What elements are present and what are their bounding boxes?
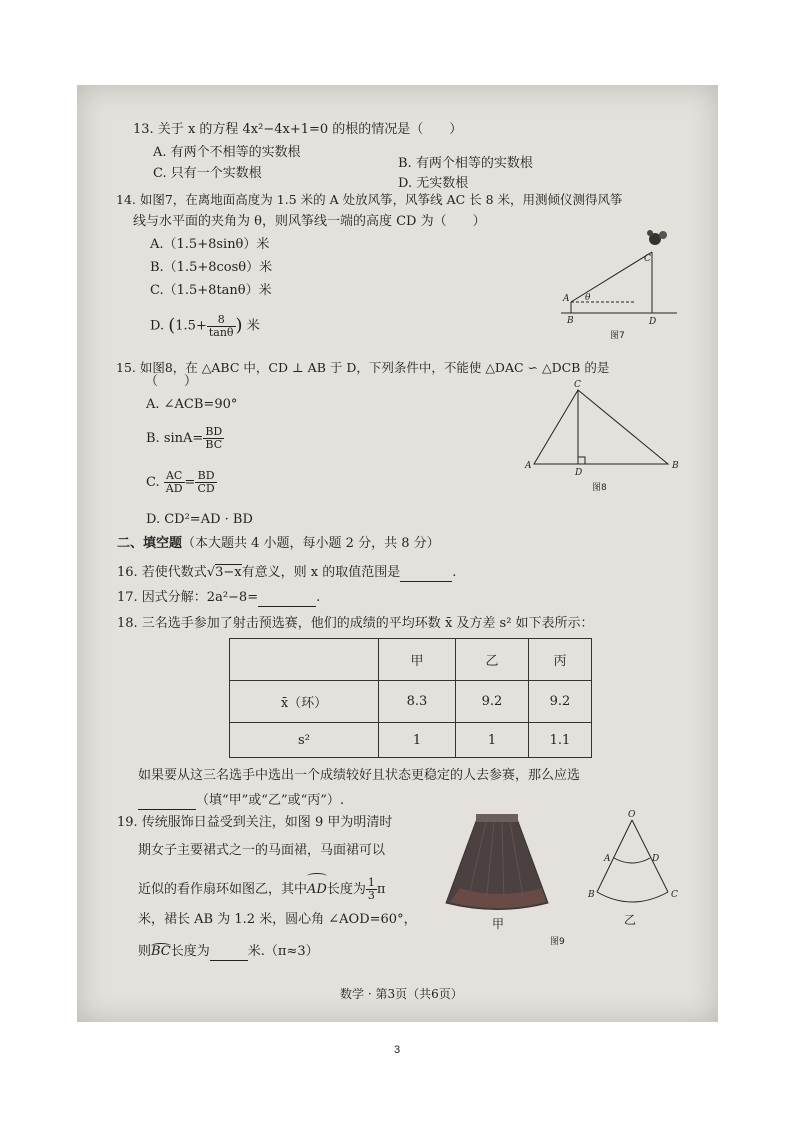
page-footer: 数学 · 第3页（共6页） [340,987,463,1001]
fig7-label-c: C [644,254,651,264]
fig9-label-d: D [652,854,660,864]
q19-line5-mid: 长度为 [170,944,210,959]
q15-option-a: A. ∠ACB=90° [146,397,238,412]
q19-line3-mid: 长度为 [326,882,366,897]
q17 [117,590,320,607]
q13-option-a: A. 有两个不相等的实数根 [153,145,301,160]
arc-ad-label: AD [307,882,327,897]
q15-c-denominator-right: CD [197,482,215,495]
q15-b-prefix: B. sinA= [146,431,204,446]
q19-line3 [138,874,385,906]
q14-option-d [150,312,260,341]
q19-line5 [138,944,319,961]
q16-before: 16. 若使代数式 [117,565,207,580]
q18-line2: 如果要从这三名选手中选出一个成绩较好且状态更稳定的人去参赛，那么应选 [138,768,581,783]
q19-fraction [366,877,377,902]
fig9-arc-bc [597,892,668,902]
fig9-label-yi: 乙 [624,913,637,927]
q19-line3-before: 近似的看作扇环如图乙，其中 [138,882,308,897]
fig8-caption: 图8 [592,483,607,493]
fig9-label-b: B [588,890,595,900]
q15-c-numerator-left: AC [164,470,185,483]
q17-end: . [316,590,321,605]
q18-line3 [138,793,344,810]
q15-line2: （ ） [145,374,198,389]
fig8-label-d: D [575,468,583,478]
fig8-triangle-abc [534,390,668,464]
fig9-line-oc [632,820,668,892]
table-header-row [230,639,592,681]
q15-option-c [146,466,217,500]
fig7-label-d: D [649,317,657,327]
q14-d-inner: 1.5+ [175,318,207,334]
q17-answer-blank [258,590,316,607]
q19-pi: π [376,882,386,897]
arc-icon [151,943,171,949]
fig7-label-theta: θ [585,293,591,303]
q16-answer-blank [400,565,452,582]
figure-7 [555,225,680,345]
q14-d-prefix: D. [150,318,165,334]
q16-end: . [452,565,457,580]
table-header-cell: 乙 [456,639,529,681]
table-cell: 9.2 [456,681,529,723]
q13-option-b: B. 有两个相等的实数根 [398,156,533,171]
q19-line2: 期女子主要裙式之一的马面裙，马面裙可以 [138,843,386,858]
q18-answer-blank [138,793,196,810]
fig9-label-c: C [671,890,678,900]
q15-c-fraction-left [164,470,185,495]
q14-d-unit: 米 [246,318,260,334]
fig7-kite-line-ac [571,252,652,302]
sqrt-icon: √ [206,565,216,580]
figure-9 [438,808,698,948]
q15-c-prefix: C. [146,475,160,490]
figure-8 [520,378,685,496]
q13-stem: 13. 关于 x 的方程 4x²−4x+1=0 的根的情况是（ ） [133,122,463,137]
arc-bc [151,944,171,960]
section-note: （本大题共 4 小题，每小题 2 分，共 8 分） [182,536,440,551]
fig9-caption: 图9 [550,937,565,947]
q15-c-denominator-left: AD [165,482,183,495]
fig7-label-b: B [567,316,574,326]
arc-bc-label: BC [151,944,171,959]
q18-stem: 18. 三名选手参加了射击预选赛，他们的成绩的平均环数 x̄ 及方差 s² 如下表所示： [117,616,594,631]
table-header-cell: 丙 [529,639,592,681]
q13-option-d: D. 无实数根 [398,176,469,191]
q15-b-fraction [203,426,224,451]
table-cell: 8.3 [379,681,456,723]
table-cell: s² [230,723,379,758]
table-cell: 9.2 [529,681,592,723]
q14-d-fraction [207,314,236,339]
q18-line3-text: （填“甲”或“乙”或“丙”）. [196,793,345,808]
q19-denominator: 3 [367,889,375,902]
fig9-label-o: O [628,810,636,820]
table-header-cell [230,639,379,681]
table-cell: 1.1 [529,723,592,758]
q19-line5-before: 则 [138,944,152,959]
table-cell: 1 [379,723,456,758]
q19-line4: 米，裙长 AB 为 1.2 米，圆心角 ∠AOD=60°， [138,912,417,927]
q14-line2: 线与水平面的夹角为 θ，则风筝线一端的高度 CD 为（ ） [133,214,486,229]
q14-d-numerator: 8 [207,314,236,327]
q14-d-paren-close: ) [235,315,243,336]
q15-c-equals: = [184,475,196,490]
mamian-skirt-image [446,814,548,910]
q16-radicand: 3−x [215,565,242,580]
q19-line1: 19. 传统服饰日益受到关注，如图 9 甲为明清时 [117,815,393,830]
q15-b-denominator: BC [205,438,223,451]
fig7-caption: 图7 [610,331,625,341]
q19-answer-blank [210,944,248,961]
q14-line1: 14. 如图7，在离地面高度为 1.5 米的 A 处放风筝，风筝线 AC 长 8 米，用测倾仪测得风筝 [116,192,623,207]
q16-after: 有意义，则 x 的取值范围是 [241,565,401,580]
q15-option-d: D. CD²=AD · BD [146,512,253,527]
q16 [117,565,456,582]
table-row [230,723,592,758]
table-cell: x̄（环） [230,681,379,723]
fig8-label-a: A [525,461,532,471]
q14-option-a: A.（1.5+8sinθ）米 [150,237,270,252]
fig9-line-ob [597,820,632,892]
fig7-label-a: A [563,294,570,304]
arc-icon [307,873,327,879]
section-heading [117,536,440,552]
table-header-cell: 甲 [379,639,456,681]
q15-b-numerator: BD [205,425,223,438]
q15-c-numerator-right: BD [195,470,216,483]
fig9-arc-ad [614,858,650,863]
table-cell: 1 [456,723,529,758]
fig9-label-a: A [604,854,611,864]
q19-numerator: 1 [367,876,375,889]
q15-c-fraction-right [195,470,216,495]
fig8-label-b: B [672,461,679,471]
fig8-right-angle-mark [578,457,585,464]
q19-line5-after: 米.（π≈3） [247,944,319,959]
page-number: 3 [393,1044,401,1056]
table-row [230,681,592,723]
arc-ad [307,874,327,906]
q14-option-b: B.（1.5+8cosθ）米 [150,260,273,275]
q14-option-c: C.（1.5+8tanθ）米 [150,283,272,298]
fig8-label-c: C [574,380,581,390]
q15-option-b [146,422,224,456]
q13-option-c: C. 只有一个实数根 [153,166,262,181]
q18-score-table [229,638,592,758]
kite-icon [647,230,667,245]
q17-text: 17. 因式分解：2a²−8= [117,590,259,605]
q14-d-denominator: tanθ [208,325,234,339]
section-title: 二、填空题 [117,536,183,551]
q15-line1: 15. 如图8，在 △ABC 中，CD ⊥ AB 于 D，下列条件中，不能使 △DAC ∽ △DCB 的是 [116,360,610,375]
fig9-label-jia: 甲 [492,917,505,931]
q14-d-paren-open: ( [168,315,176,336]
